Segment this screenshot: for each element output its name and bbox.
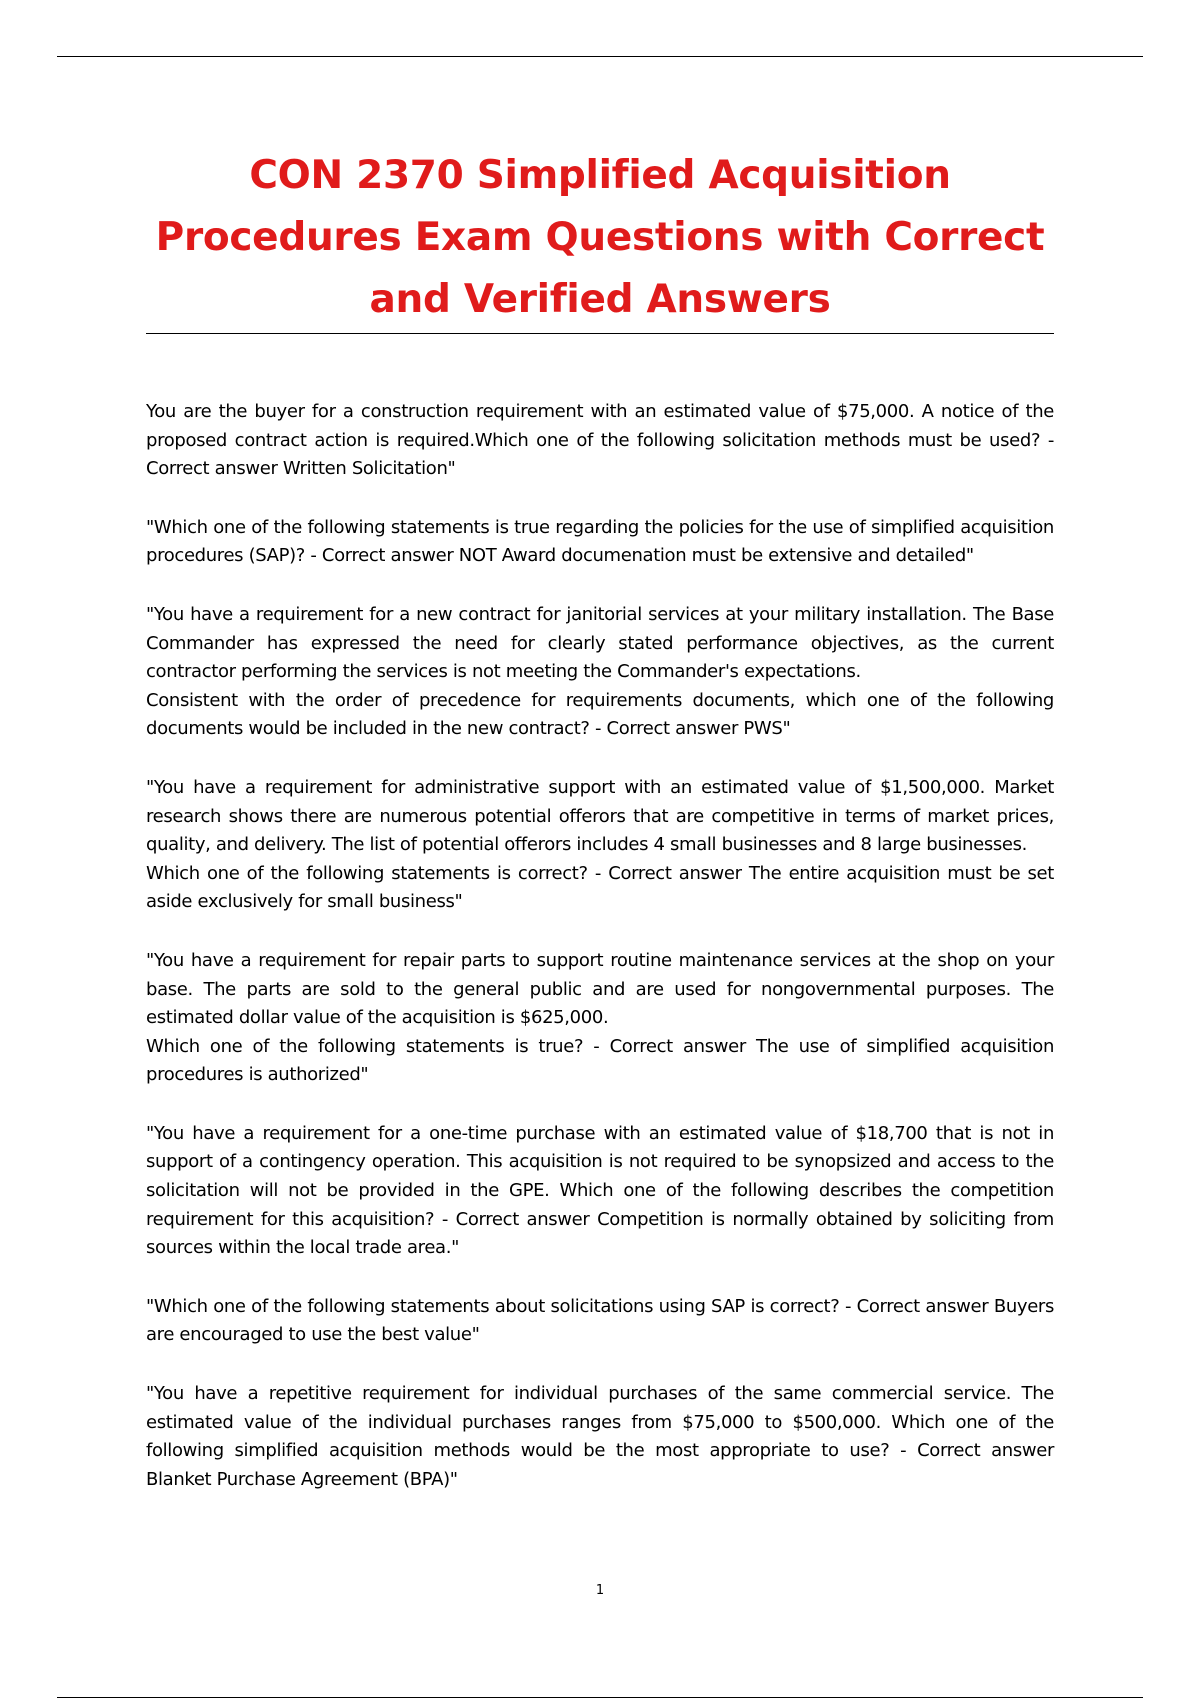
qa-item-1 [146,398,1054,484]
qa-item-7 [146,1293,1054,1350]
qa-text: "You have a requirement for repair parts to support routine maintenance services at the shop on your base. The parts are sold to the general public and are used for nongovernmental purposes. The estimated dollar value of the acquisition is $625,000. [146,949,1054,1029]
title-underline [146,333,1054,334]
qa-text: Which one of the following statements is correct? - Correct answer The entire acquisition must be set aside exclusively for small business" [146,862,1054,913]
header-rule [57,56,1143,57]
document-title: CON 2370 Simplified Acquisition Procedures Exam Questions with Correct and Verified Answers [155,153,1045,322]
qa-text: "You have a requirement for administrative support with an estimated value of $1,500,000. Market research shows there are numerous potential offerors that are competitive in terms of market prices, quality, and delivery. The list of potential offerors includes 4 small businesses and 8 large businesses. [146,776,1054,856]
qa-item-8 [146,1380,1054,1494]
qa-item-2 [146,514,1054,571]
qa-text: Which one of the following statements is true? - Correct answer The use of simplified acquisition procedures is authorized" [146,1035,1054,1086]
qa-text: "You have a requirement for a one-time purchase with an estimated value of $18,700 that is not in support of a contingency operation. This acquisition is not required to be synopsized and access to the solicitation will not be provided in the GPE. Which one of the following describes the competition requirement for this acquisition? - Correct answer Competition is normally obtained by soliciting from sources within the local trade area." [146,1122,1054,1259]
qa-item-6 [146,1120,1054,1263]
qa-text: "Which one of the following statements about solicitations using SAP is correct? - Correct answer Buyers are encouraged to use the best value" [146,1295,1054,1346]
qa-item-5 [146,947,1054,1090]
qa-list [146,398,1054,1524]
page-number: 1 [595,1583,605,1598]
qa-text: You are the buyer for a construction requirement with an estimated value of $75,000. A notice of the proposed contract action is required.Which one of the following solicitation methods must be used? - Correct answer Written Solicitation" [146,401,1054,480]
qa-text: "You have a requirement for a new contract for janitorial services at your military installation. The Base Commander has expressed the need for clearly stated performance objectives, as the current contractor performing the services is not meeting the Commander's expectations. [146,603,1054,683]
qa-text: "You have a repetitive requirement for individual purchases of the same commercial service. The estimated value of the individual purchases ranges from $75,000 to $500,000. Which one of the following simplified acquisition methods would be the most appropriate to use? - Correct answer Blanket Purchase Agreement (BPA)" [146,1383,1054,1490]
footer-rule [57,1697,1143,1698]
qa-item-3 [146,601,1054,744]
qa-text: "Which one of the following statements is true regarding the policies for the use of simplified acquisition procedures (SAP)? - Correct answer NOT Award documenation must be extensive and detailed" [146,516,1054,567]
qa-item-4 [146,774,1054,917]
qa-text: Consistent with the order of precedence for requirements documents, which one of the following documents would be included in the new contract? - Correct answer PWS" [146,689,1054,740]
